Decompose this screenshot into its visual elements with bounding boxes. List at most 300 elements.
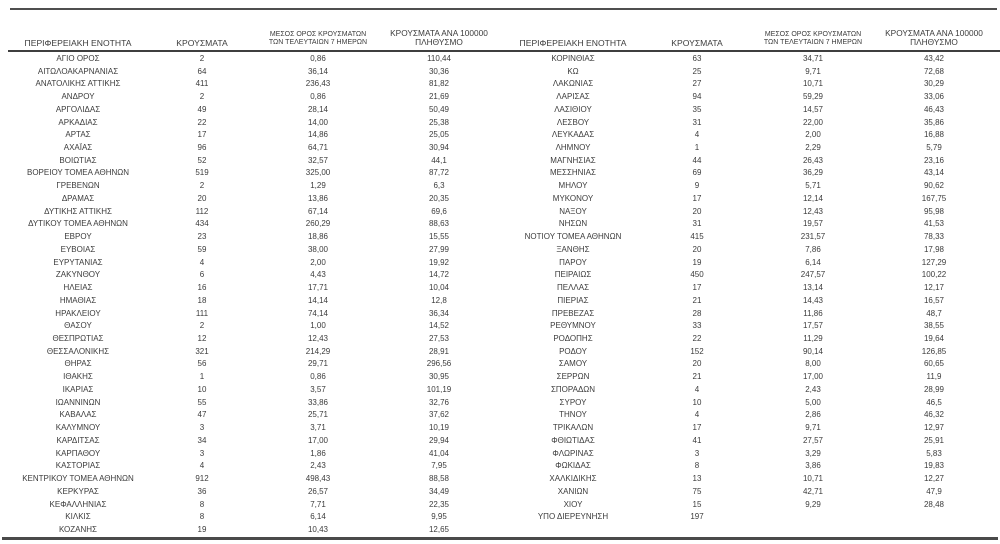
table-row bbox=[503, 460, 1000, 473]
cases-value: 16 bbox=[197, 283, 207, 293]
cases-value: 94 bbox=[692, 92, 702, 102]
table-row bbox=[503, 319, 1000, 332]
region-name: ΔΥΤΙΚΗΣ ΑΤΤΙΚΗΣ bbox=[44, 206, 112, 216]
per100k-value: 32,76 bbox=[428, 397, 450, 407]
avg7-value: 11,29 bbox=[803, 334, 823, 344]
region-name: ΚΑΡΔΙΤΣΑΣ bbox=[56, 435, 100, 445]
avg7-value: 2,43 bbox=[805, 384, 821, 394]
per100k-value: 16,57 bbox=[923, 295, 945, 305]
avg7-value: 19,57 bbox=[802, 219, 824, 229]
cases-value: 197 bbox=[690, 512, 704, 522]
avg7-value: 6,14 bbox=[310, 512, 326, 522]
avg7-value: 10,43 bbox=[307, 525, 329, 535]
cases-value: 52 bbox=[197, 155, 207, 165]
per100k-value: 15,55 bbox=[428, 232, 450, 242]
table-row bbox=[8, 294, 503, 307]
table-row bbox=[503, 141, 1000, 154]
cases-value: 63 bbox=[692, 53, 702, 63]
bottom-divider bbox=[2, 537, 998, 540]
table-row bbox=[8, 510, 503, 523]
region-name: ΣΥΡΟΥ bbox=[559, 397, 587, 407]
avg7-value: 6,14 bbox=[805, 257, 821, 267]
avg7-value: 33,86 bbox=[307, 397, 329, 407]
cases-value: 56 bbox=[197, 359, 207, 369]
cases-value: 4 bbox=[694, 384, 700, 394]
region-name: ΤΗΝΟΥ bbox=[559, 410, 587, 420]
per100k-value: 12,17 bbox=[923, 283, 945, 293]
region-name: ΤΡΙΚΑΛΩΝ bbox=[552, 423, 594, 433]
cases-value: 96 bbox=[197, 143, 207, 152]
cases-value: 152 bbox=[690, 346, 704, 356]
region-name: ΗΡΑΚΛΕΙΟΥ bbox=[55, 308, 101, 318]
column-header-avg7 bbox=[256, 31, 380, 48]
table-row bbox=[8, 230, 503, 243]
avg7-value: 1,29 bbox=[310, 181, 326, 191]
table-row bbox=[8, 52, 503, 65]
regional-cases-table-right bbox=[503, 12, 1000, 536]
cases-value: 2 bbox=[199, 181, 205, 191]
region-name: ΧΙΟΥ bbox=[563, 499, 583, 509]
avg7-value: 14,00 bbox=[307, 117, 329, 127]
avg7-value: 26,57 bbox=[307, 486, 329, 496]
avg7-value: 13,86 bbox=[307, 193, 329, 203]
table-row bbox=[8, 421, 503, 434]
per100k-value: 25,38 bbox=[428, 117, 450, 127]
per100k-value: 72,68 bbox=[923, 66, 945, 76]
cases-value: 34 bbox=[197, 435, 207, 445]
per100k-value: 34,49 bbox=[428, 486, 450, 496]
per100k-value: 296,56 bbox=[426, 359, 452, 369]
avg7-value: 17,00 bbox=[307, 435, 329, 445]
per100k-value: 29,94 bbox=[428, 435, 450, 445]
region-name: ΚΕΦΑΛΛΗΝΙΑΣ bbox=[49, 499, 107, 509]
region-name: ΕΥΒΟΙΑΣ bbox=[60, 244, 96, 254]
per100k-value: 12,8 bbox=[431, 295, 447, 305]
region-name: ΠΙΕΡΙΑΣ bbox=[557, 295, 589, 305]
table-row bbox=[503, 65, 1000, 78]
region-name: ΚΙΛΚΙΣ bbox=[65, 512, 91, 522]
per100k-value: 126,85 bbox=[921, 346, 947, 356]
table-row bbox=[8, 90, 503, 103]
avg7-value: 32,57 bbox=[307, 155, 329, 165]
column-header-cases: ΚΡΟΥΣΜΑΤΑ bbox=[671, 38, 723, 48]
column-header-region: ΠΕΡΙΦΕΡΕΙΑΚΗ ΕΝΟΤΗΤΑ bbox=[519, 38, 627, 48]
per100k-value: 12,97 bbox=[923, 423, 945, 433]
region-name: ΚΑΒΑΛΑΣ bbox=[59, 410, 97, 420]
column-header-per100k-line2: ΠΛΗΘΥΣΜΟ bbox=[415, 37, 463, 48]
per100k-value: 60,65 bbox=[923, 359, 945, 369]
per100k-value: 69,6 bbox=[431, 206, 447, 216]
per100k-value: 50,49 bbox=[428, 104, 450, 114]
table-row bbox=[8, 116, 503, 129]
table-row bbox=[8, 167, 503, 180]
per100k-value: 14,52 bbox=[428, 321, 450, 331]
avg7-value: 3,71 bbox=[310, 423, 326, 433]
avg7-value: 29,71 bbox=[307, 359, 329, 369]
cases-value: 22 bbox=[197, 117, 207, 127]
cases-value: 1 bbox=[694, 143, 700, 152]
table-row bbox=[503, 205, 1000, 218]
per100k-value: 90,62 bbox=[923, 181, 945, 191]
column-header-per100k-line2: ΠΛΗΘΥΣΜΟ bbox=[910, 37, 958, 48]
table-row bbox=[503, 243, 1000, 256]
table-row bbox=[8, 256, 503, 269]
table-row bbox=[503, 485, 1000, 498]
table-row bbox=[503, 307, 1000, 320]
per100k-value: 9,95 bbox=[431, 512, 447, 522]
table-row bbox=[8, 523, 503, 536]
cases-value: 111 bbox=[195, 308, 209, 318]
region-name: ΙΚΑΡΙΑΣ bbox=[62, 384, 94, 394]
table-row bbox=[503, 358, 1000, 371]
table-row bbox=[8, 179, 503, 192]
region-name: ΘΕΣΠΡΩΤΙΑΣ bbox=[52, 334, 104, 344]
avg7-value: 18,86 bbox=[307, 232, 329, 242]
per100k-value: 25,91 bbox=[923, 435, 945, 445]
cases-value: 9 bbox=[694, 181, 700, 191]
per100k-value: 110,44 bbox=[427, 53, 451, 63]
cases-value: 20 bbox=[692, 359, 702, 369]
per100k-value: 10,19 bbox=[428, 423, 450, 433]
avg7-value: 13,14 bbox=[802, 283, 824, 293]
table-row bbox=[503, 421, 1000, 434]
table-row bbox=[8, 396, 503, 409]
per100k-value: 28,99 bbox=[923, 384, 945, 394]
table-body bbox=[8, 52, 503, 536]
region-name: ΒΟΙΩΤΙΑΣ bbox=[59, 155, 97, 165]
region-name: ΛΗΜΝΟΥ bbox=[555, 143, 591, 152]
cases-value: 59 bbox=[197, 244, 207, 254]
table-row bbox=[503, 409, 1000, 422]
region-name: ΝΗΣΩΝ bbox=[558, 219, 588, 229]
table-row bbox=[8, 409, 503, 422]
avg7-value: 10,71 bbox=[802, 474, 824, 484]
column-header-cases: ΚΡΟΥΣΜΑΤΑ bbox=[176, 38, 228, 48]
cases-value: 434 bbox=[195, 219, 209, 229]
region-name: ΚΕΝΤΡΙΚΟΥ ΤΟΜΕΑ ΑΘΗΝΩΝ bbox=[22, 474, 134, 484]
table-body bbox=[503, 52, 1000, 523]
cases-value: 36 bbox=[197, 486, 207, 496]
avg7-value: 12,43 bbox=[307, 334, 329, 344]
avg7-value: 2,29 bbox=[805, 143, 821, 152]
region-name: ΧΑΝΙΩΝ bbox=[557, 486, 589, 496]
column-header-avg7 bbox=[751, 31, 875, 48]
table-row bbox=[503, 167, 1000, 180]
table-row bbox=[8, 307, 503, 320]
cases-value: 17 bbox=[197, 130, 207, 140]
cases-value: 3 bbox=[199, 448, 205, 458]
per100k-value: 43,14 bbox=[923, 168, 945, 178]
table-row bbox=[8, 319, 503, 332]
per100k-value: 87,72 bbox=[428, 168, 450, 178]
avg7-value: 7,86 bbox=[805, 244, 821, 254]
cases-value: 35 bbox=[692, 104, 702, 114]
region-name: ΗΛΕΙΑΣ bbox=[63, 283, 93, 293]
per100k-value: 41,53 bbox=[923, 219, 945, 229]
table-row bbox=[503, 230, 1000, 243]
table-row bbox=[503, 179, 1000, 192]
table-row bbox=[503, 256, 1000, 269]
avg7-value: 22,00 bbox=[802, 117, 824, 127]
region-name: ΕΥΡΥΤΑΝΙΑΣ bbox=[53, 257, 103, 267]
region-name: ΠΕΙΡΑΙΩΣ bbox=[554, 270, 592, 280]
per100k-value: 16,88 bbox=[923, 130, 945, 140]
table-row bbox=[503, 294, 1000, 307]
cases-value: 21 bbox=[692, 295, 702, 305]
region-name: ΡΟΔΟΥ bbox=[559, 346, 587, 356]
per100k-value: 38,55 bbox=[923, 321, 945, 331]
cases-value: 13 bbox=[692, 474, 702, 484]
per100k-value: 12,65 bbox=[428, 525, 450, 535]
table-row bbox=[503, 396, 1000, 409]
avg7-value: 8,00 bbox=[805, 359, 821, 369]
avg7-value: 1,86 bbox=[310, 448, 326, 458]
per100k-value: 36,34 bbox=[428, 308, 450, 318]
avg7-value: 5,00 bbox=[805, 397, 821, 407]
region-name: ΛΕΣΒΟΥ bbox=[556, 117, 590, 127]
table-header bbox=[503, 12, 1000, 52]
per100k-value: 101,19 bbox=[426, 384, 452, 394]
regional-cases-table-left bbox=[0, 12, 503, 536]
table-row bbox=[8, 345, 503, 358]
region-name: ΚΕΡΚΥΡΑΣ bbox=[57, 486, 99, 496]
cases-value: 8 bbox=[199, 499, 205, 509]
cases-value: 20 bbox=[692, 244, 702, 254]
region-name: ΠΕΛΛΑΣ bbox=[556, 283, 590, 293]
region-name: ΣΕΡΡΩΝ bbox=[556, 372, 590, 382]
avg7-value: 34,71 bbox=[802, 53, 824, 63]
per100k-value: 20,35 bbox=[428, 193, 450, 203]
per100k-value: 95,98 bbox=[923, 206, 945, 216]
region-name: ΦΘΙΩΤΙΔΑΣ bbox=[551, 435, 595, 445]
region-name: ΛΑΣΙΘΙΟΥ bbox=[554, 104, 592, 114]
region-name: ΜΑΓΝΗΣΙΑΣ bbox=[550, 155, 596, 165]
cases-value: 28 bbox=[692, 308, 702, 318]
cases-value: 4 bbox=[199, 461, 205, 471]
cases-value: 10 bbox=[692, 397, 702, 407]
table-row bbox=[8, 65, 503, 78]
table-row bbox=[8, 243, 503, 256]
region-name: ΡΟΔΟΠΗΣ bbox=[553, 334, 593, 344]
per100k-value: 37,62 bbox=[428, 410, 450, 420]
region-name: ΛΑΡΙΣΑΣ bbox=[556, 92, 590, 102]
per100k-value: 30,94 bbox=[428, 143, 450, 152]
region-name: ΑΝΔΡΟΥ bbox=[61, 92, 95, 102]
region-name: ΑΧΑΪΑΣ bbox=[63, 143, 93, 152]
region-name: ΖΑΚΥΝΘΟΥ bbox=[55, 270, 101, 280]
table-row bbox=[503, 383, 1000, 396]
per100k-value: 47,9 bbox=[926, 486, 942, 496]
column-header-per100k bbox=[875, 29, 993, 48]
avg7-value: 1,00 bbox=[310, 321, 326, 331]
cases-value: 75 bbox=[692, 486, 702, 496]
column-header-avg7-line2: ΤΩΝ ΤΕΛΕΥΤΑΙΩΝ 7 ΗΜΕΡΩΝ bbox=[763, 39, 863, 47]
table-row bbox=[503, 370, 1000, 383]
avg7-value: 38,00 bbox=[307, 244, 329, 254]
cases-value: 23 bbox=[197, 232, 207, 242]
cases-value: 2 bbox=[199, 92, 205, 102]
per100k-value: 19,64 bbox=[923, 334, 945, 344]
avg7-value: 3,29 bbox=[805, 448, 821, 458]
per100k-value: 33,06 bbox=[923, 92, 945, 102]
table-row bbox=[8, 205, 503, 218]
per100k-value: 21,69 bbox=[428, 92, 450, 102]
table-row bbox=[503, 90, 1000, 103]
cases-value: 321 bbox=[195, 346, 209, 356]
cases-value: 21 bbox=[692, 372, 702, 382]
per100k-value: 10,04 bbox=[428, 283, 450, 293]
avg7-value: 14,43 bbox=[802, 295, 824, 305]
region-name: ΣΠΟΡΑΔΩΝ bbox=[550, 384, 596, 394]
region-name: ΒΟΡΕΙΟΥ ΤΟΜΕΑ ΑΘΗΝΩΝ bbox=[26, 168, 130, 178]
avg7-value: 64,71 bbox=[307, 143, 329, 152]
region-name: ΘΗΡΑΣ bbox=[64, 359, 92, 369]
avg7-value: 247,57 bbox=[800, 270, 826, 280]
cases-value: 19 bbox=[692, 257, 702, 267]
region-name: ΣΑΜΟΥ bbox=[558, 359, 588, 369]
per100k-value: 22,35 bbox=[428, 499, 450, 509]
region-name: ΚΩ bbox=[567, 66, 579, 76]
region-name: ΑΙΤΩΛΟΑΚΑΡΝΑΝΙΑΣ bbox=[37, 66, 119, 76]
cases-value: 112 bbox=[195, 206, 209, 216]
table-header bbox=[8, 12, 503, 52]
per100k-value: 88,58 bbox=[428, 474, 450, 484]
cases-value: 69 bbox=[692, 168, 702, 178]
avg7-value: 498,43 bbox=[305, 474, 331, 484]
avg7-value: 36,29 bbox=[802, 168, 824, 178]
cases-value: 4 bbox=[199, 257, 205, 267]
region-name: ΘΑΣΟΥ bbox=[64, 321, 92, 331]
table-row bbox=[503, 103, 1000, 116]
region-name: ΠΑΡΟΥ bbox=[559, 257, 587, 267]
cases-value: 31 bbox=[692, 117, 702, 127]
region-name: ΓΡΕΒΕΝΩΝ bbox=[56, 181, 100, 191]
avg7-value: 9,71 bbox=[805, 423, 821, 433]
table-row bbox=[8, 434, 503, 447]
avg7-value: 4,43 bbox=[310, 270, 326, 280]
table-row bbox=[503, 472, 1000, 485]
region-name: ΗΜΑΘΙΑΣ bbox=[59, 295, 97, 305]
region-name: ΛΕΥΚΑΔΑΣ bbox=[551, 130, 595, 140]
table-row bbox=[8, 281, 503, 294]
column-header-avg7-line1: ΜΕΣΟΣ ΟΡΟΣ ΚΡΟΥΣΜΑΤΩΝ bbox=[764, 30, 862, 38]
region-name: ΔΡΑΜΑΣ bbox=[61, 193, 95, 203]
per100k-value: 46,43 bbox=[923, 104, 945, 114]
regional-cases-tables bbox=[0, 12, 1000, 536]
cases-value: 22 bbox=[692, 334, 702, 344]
cases-value: 41 bbox=[692, 435, 702, 445]
region-name: ΜΥΚΟΝΟΥ bbox=[552, 193, 594, 203]
avg7-value: 2,00 bbox=[805, 130, 821, 140]
avg7-value: 9,29 bbox=[805, 499, 821, 509]
per100k-value: 5,79 bbox=[926, 143, 942, 152]
per100k-value: 41,04 bbox=[428, 448, 450, 458]
cases-value: 519 bbox=[195, 168, 209, 178]
avg7-value: 2,00 bbox=[310, 257, 326, 267]
per100k-value: 167,75 bbox=[921, 193, 947, 203]
region-name: ΦΩΚΙΔΑΣ bbox=[555, 461, 591, 471]
top-divider bbox=[10, 8, 997, 10]
per100k-value: 44,1 bbox=[431, 155, 447, 165]
region-name: ΠΡΕΒΕΖΑΣ bbox=[551, 308, 595, 318]
avg7-value: 0,86 bbox=[310, 53, 326, 63]
region-name: ΞΑΝΘΗΣ bbox=[556, 244, 590, 254]
region-name: ΚΟΡΙΝΘΙΑΣ bbox=[551, 53, 595, 63]
cases-value: 6 bbox=[199, 270, 205, 280]
cases-value: 31 bbox=[692, 219, 702, 229]
avg7-value: 17,00 bbox=[802, 372, 824, 382]
region-name: ΥΠΟ ΔΙΕΡΕΥΝΗΣΗ bbox=[537, 512, 609, 522]
avg7-value: 12,14 bbox=[802, 193, 824, 203]
avg7-value: 2,86 bbox=[805, 410, 821, 420]
per100k-value: 46,5 bbox=[926, 397, 942, 407]
avg7-value: 236,43 bbox=[305, 79, 331, 89]
per100k-value: 27,99 bbox=[428, 244, 450, 254]
avg7-value: 28,14 bbox=[307, 104, 329, 114]
per100k-value: 23,16 bbox=[923, 155, 945, 165]
table-row bbox=[503, 332, 1000, 345]
avg7-value: 3,86 bbox=[805, 461, 821, 471]
table-row bbox=[8, 358, 503, 371]
per100k-value: 7,95 bbox=[431, 461, 447, 471]
avg7-value: 325,00 bbox=[305, 168, 331, 178]
per100k-value: 81,82 bbox=[428, 79, 450, 89]
avg7-value: 14,14 bbox=[307, 295, 329, 305]
avg7-value: 0,86 bbox=[310, 92, 326, 102]
cases-value: 8 bbox=[199, 512, 205, 522]
table-row bbox=[503, 116, 1000, 129]
cases-value: 8 bbox=[694, 461, 700, 471]
region-name: ΑΡΤΑΣ bbox=[65, 130, 91, 140]
cases-value: 20 bbox=[197, 193, 207, 203]
per100k-value: 35,86 bbox=[923, 117, 945, 127]
per100k-value: 19,92 bbox=[428, 257, 450, 267]
table-row bbox=[503, 434, 1000, 447]
cases-value: 55 bbox=[197, 397, 207, 407]
cases-value: 10 bbox=[197, 384, 207, 394]
avg7-value: 11,86 bbox=[803, 308, 823, 318]
avg7-value: 3,57 bbox=[310, 384, 326, 394]
table-row bbox=[8, 472, 503, 485]
avg7-value: 214,29 bbox=[305, 346, 331, 356]
avg7-value: 17,71 bbox=[307, 283, 329, 293]
table-row bbox=[503, 510, 1000, 523]
region-name: ΡΕΘΥΜΝΟΥ bbox=[550, 321, 596, 331]
cases-value: 17 bbox=[692, 193, 702, 203]
per100k-value: 88,63 bbox=[428, 219, 450, 229]
region-name: ΘΕΣΣΑΛΟΝΙΚΗΣ bbox=[46, 346, 110, 356]
column-header-region: ΠΕΡΙΦΕΡΕΙΑΚΗ ΕΝΟΤΗΤΑ bbox=[24, 38, 132, 48]
table-row bbox=[503, 268, 1000, 281]
avg7-value: 231,57 bbox=[800, 232, 826, 242]
cases-value: 64 bbox=[197, 66, 207, 76]
cases-value: 4 bbox=[694, 410, 700, 420]
table-row bbox=[503, 154, 1000, 167]
region-name: ΦΛΩΡΙΝΑΣ bbox=[552, 448, 594, 458]
table-row bbox=[503, 345, 1000, 358]
cases-value: 1 bbox=[199, 372, 205, 382]
region-name: ΜΕΣΣΗΝΙΑΣ bbox=[550, 168, 596, 178]
table-row bbox=[8, 218, 503, 231]
region-name: ΚΑΣΤΟΡΙΑΣ bbox=[55, 461, 101, 471]
avg7-value: 14,57 bbox=[802, 104, 824, 114]
per100k-value: 28,48 bbox=[923, 499, 945, 509]
avg7-value: 42,71 bbox=[802, 486, 824, 496]
avg7-value: 10,71 bbox=[802, 79, 824, 89]
table-row bbox=[8, 268, 503, 281]
table-row bbox=[8, 460, 503, 473]
table-row bbox=[8, 192, 503, 205]
